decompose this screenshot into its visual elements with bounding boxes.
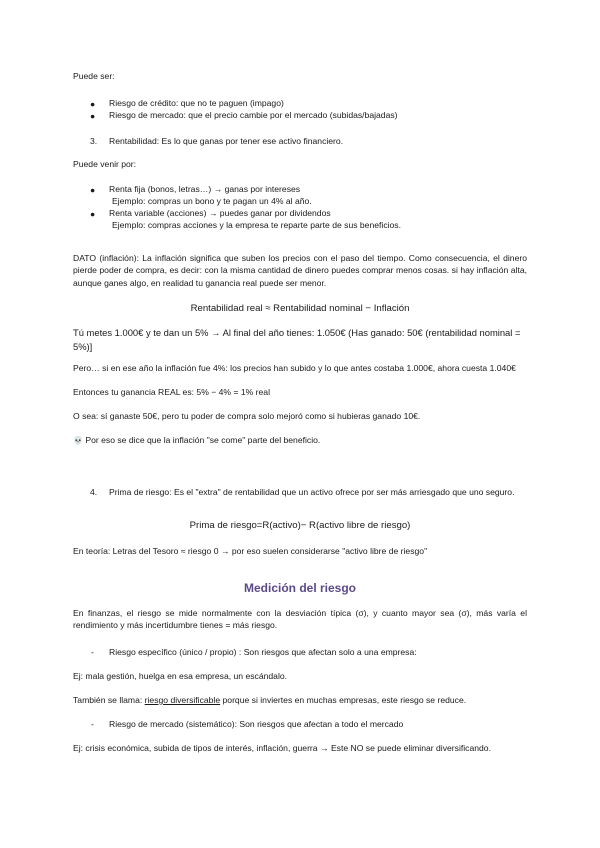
skull-note	[73, 434, 527, 447]
section-heading: Medición del riesgo	[243, 581, 357, 595]
example-renta-variable: Ejemplo: compras acciones y la empresa te reparte parte de sus beneficios.	[112, 220, 401, 230]
example-nominal: Tú metes 1.000€ y te dan un 5% → Al final del año tienes: 1.050€ (Has ganado: 50€ (rentabilidad nominal = 5%)]	[73, 327, 521, 352]
item-prima-riesgo: Prima de riesgo: Es el "extra" de rentabilidad que un activo ofrece por ser más arriesgado que uno seguro.	[109, 487, 515, 497]
intro-puede-venir: Puede venir por:	[73, 159, 137, 169]
tambien-se-llama	[73, 694, 527, 706]
example-ganancia-real: Entonces tu ganancia REAL es: 5% − 4% = 1% real	[73, 387, 270, 397]
bullet-icon: ●	[90, 111, 96, 121]
intro-puede-ser: Puede ser:	[73, 71, 115, 81]
ejemplo-mercado: Ej: crisis económica, subida de tipos de interés, inflación, guerra → Este NO se puede eliminar diversificando.	[73, 743, 491, 753]
skull-icon: 💀	[73, 436, 83, 445]
example-renta-fija: Ejemplo: compras un bono y te pagan un 4% al año.	[112, 196, 312, 206]
formula-prima-riesgo: Prima de riesgo=R(activo)− R(activo libre de riesgo)	[189, 520, 411, 531]
bullet-icon: ●	[90, 99, 96, 109]
list-item-renta-variable: Renta variable (acciones) → puedes ganar por dividendos	[109, 208, 331, 218]
ejemplo-especifico: Ej: mala gestión, huelga en esa empresa, un escándalo.	[73, 671, 288, 681]
medicion-text: En finanzas, el riesgo se mide normalmente con la desviación típica (σ), y cuanto mayor sea (σ), más varía el rendimiento y más incertidumbre tienes = más riesgo.	[73, 608, 527, 631]
riesgo-diversificable-term: riesgo diversificable	[144, 695, 221, 705]
dash-bullet-icon: -	[91, 647, 94, 657]
item-rentabilidad: Rentabilidad: Es lo que ganas por tener ese activo financiero.	[109, 136, 344, 146]
skull-note-text: Por eso se dice que la inflación "se come" parte del beneficio.	[85, 435, 321, 445]
bullet-icon: ●	[90, 209, 96, 219]
tambien-suffix: porque si inviertes en muchas empresas, este riesgo se reduce.	[220, 695, 467, 705]
item-number-3: 3.	[90, 136, 98, 146]
bullet-icon: ●	[90, 185, 96, 195]
list-item-renta-fija: Renta fija (bonos, letras…) → ganas por intereses	[109, 184, 301, 194]
tambien-prefix: También se llama:	[73, 695, 145, 705]
dash-bullet-icon: -	[91, 719, 94, 729]
example-inflacion: Pero… si en ese año la inflación fue 4%: los precios han subido y lo que antes costaba 1.000€, ahora cuesta 1.040€	[73, 363, 516, 373]
list-item-credito: Riesgo de crédito: que no te paguen (impago)	[109, 98, 284, 108]
formula-rentabilidad-real: Rentabilidad real ≈ Rentabilidad nominal − Inflación	[190, 303, 410, 314]
riesgo-mercado: Riesgo de mercado (sistemático): Son riesgos que afectan a todo el mercado	[109, 719, 404, 729]
item-number-4: 4.	[90, 487, 98, 497]
riesgo-especifico: Riesgo específico (único / propio) : Son riesgos que afectan solo a una empresa:	[109, 647, 417, 657]
o-sea-text: O sea: sí ganaste 50€, pero tu poder de compra solo mejoró como si hubieras ganado 10€.	[73, 411, 421, 421]
teoria-text: En teoría: Letras del Tesoro ≈ riesgo 0 → por eso suelen considerarse "activo libre de riesgo"	[73, 546, 428, 556]
list-item-mercado: Riesgo de mercado: que el precio cambie por el mercado (subidas/bajadas)	[109, 110, 398, 120]
dato-inflacion: DATO (inflación): La inflación significa que suben los precios con el paso del tiempo. Como consecuencia, el dinero pierde poder de compra, es decir: con la misma cantidad de dinero puedes comprar menos cosas. si hay inflación alta, aunque ganes algo, en realidad tu ganancia real puede ser menor.	[73, 253, 527, 288]
